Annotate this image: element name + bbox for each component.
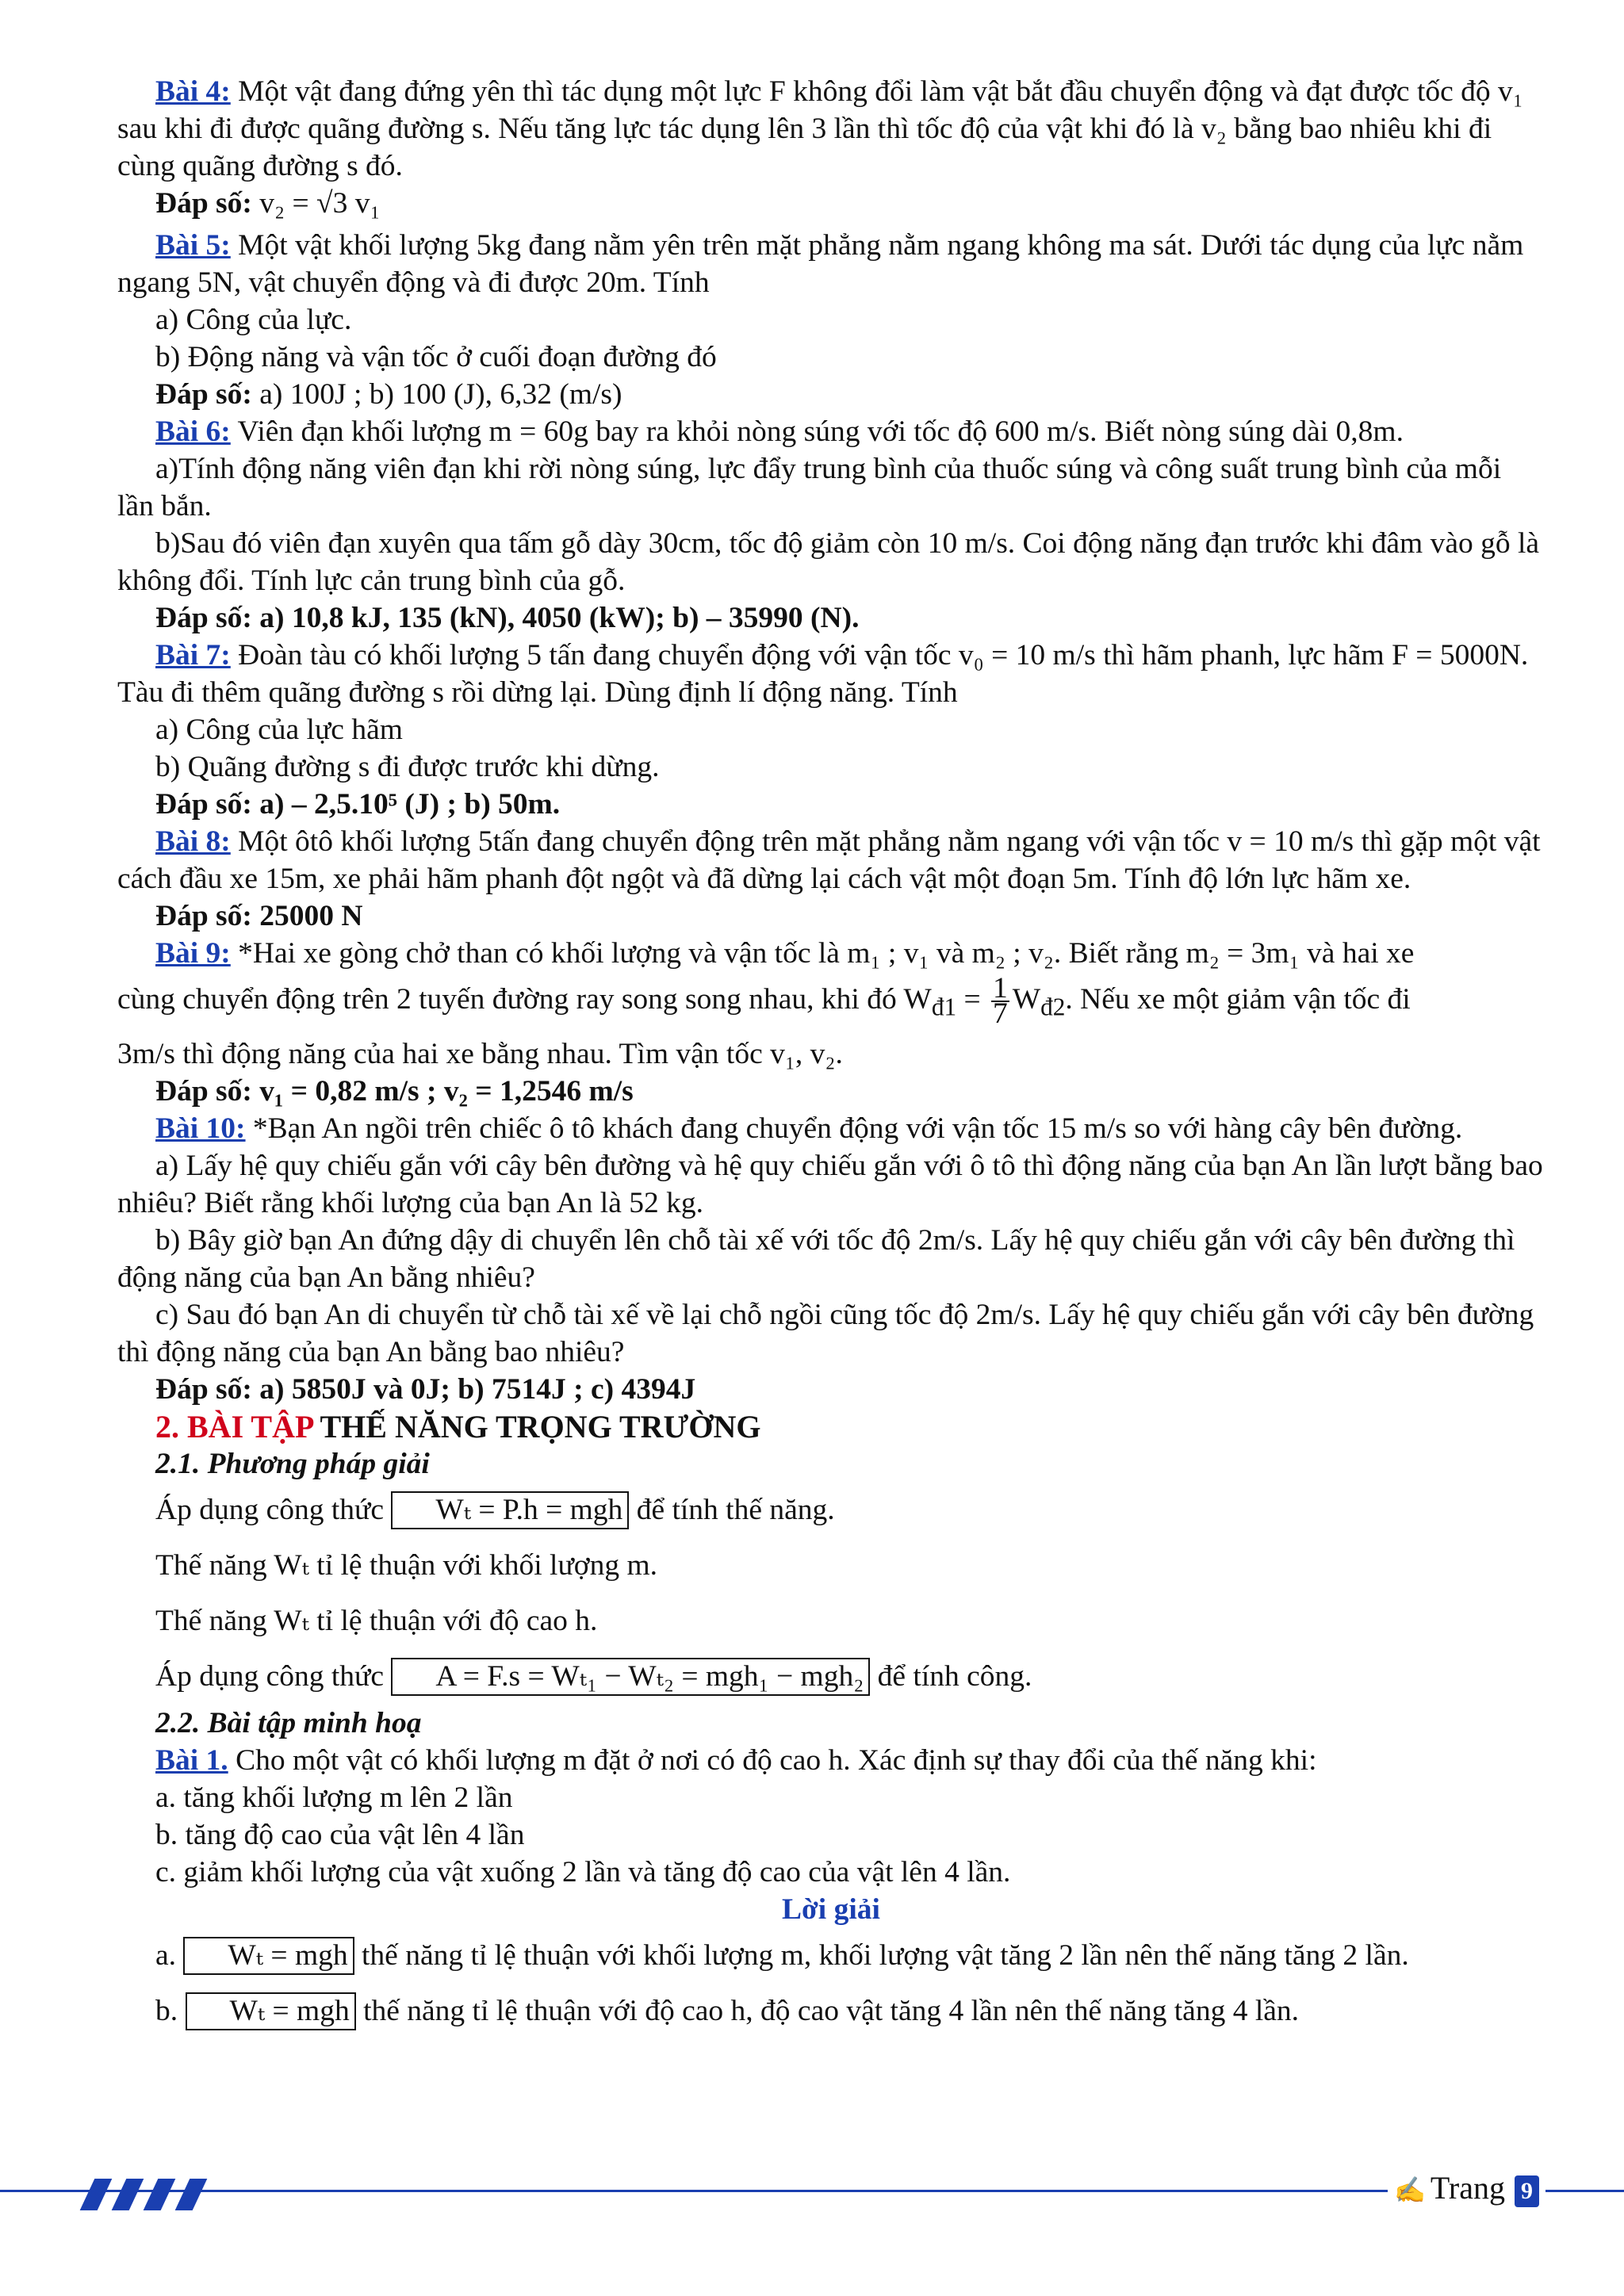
exercise-4 <box>117 73 1545 185</box>
answer-6: Đáp số: a) 10,8 kJ, 135 (kN), 4050 (kW); b) – 35990 (N). <box>155 602 860 634</box>
text: Áp dụng công thức <box>155 1493 392 1526</box>
answer-8: Đáp số: 25000 N <box>155 900 363 932</box>
pen-icon: ✍ <box>1394 2175 1426 2204</box>
part-b: b. tăng độ cao của vật lên 4 lần <box>155 1818 525 1851</box>
footer-stripe <box>144 2179 176 2210</box>
item-marker: a. <box>155 1938 184 1972</box>
note-line: Thế năng Wₜ tỉ lệ thuận với khối lượng m. <box>155 1548 658 1582</box>
exercise-text: 3m/s thì động năng của hai xe bằng nhau. Tìm vận tốc v₁, v₂. <box>117 1037 843 1070</box>
text: thế năng tỉ lệ thuận với độ cao h, độ cao vật tăng 4 lần nên thế năng tăng 4 lần. <box>355 1994 1300 2027</box>
subscript: đ2 <box>1040 993 1066 1021</box>
answer-label: Đáp số: <box>155 187 252 220</box>
answer-9 <box>117 1073 1545 1110</box>
footer-rule <box>0 2190 1624 2192</box>
exercise-text: Đoàn tàu có khối lượng 5 tấn đang chuyển động với vận tốc v₀ = 10 m/s thì hãm phanh, lực hãm F = 5000N. Tàu đi thêm quãng đường s rồi dừng lại. Dùng định lí động năng. Tính <box>117 639 1529 709</box>
text: Áp dụng công thức <box>155 1659 392 1693</box>
part-b: b) Bây giờ bạn An đứng dậy di chuyển lên chỗ tài xế với tốc độ 2m/s. Lấy hệ quy chiếu gắn với cây bên đường thì động năng của bạn An bằng nhiêu? <box>117 1223 1515 1294</box>
text: thế năng tỉ lệ thuận với khối lượng m, khối lượng vật tăng 2 lần nên thế năng tăng 2 lần. <box>354 1938 1409 1972</box>
text: . Nếu xe một giảm vận tốc đi <box>1065 983 1411 1016</box>
answer-label: Đáp số: <box>155 1074 252 1108</box>
exercise-5 <box>117 227 1545 301</box>
exercise-10 <box>117 1110 1545 1147</box>
fraction-numerator: 1 <box>992 972 1008 1005</box>
footer-stripe <box>112 2179 144 2210</box>
text: để tính công. <box>870 1659 1032 1693</box>
document-body <box>117 73 1545 2039</box>
subsection-heading: 2.2. Bài tập minh hoạ <box>155 1706 422 1739</box>
part-a: a. tăng khối lượng m lên 2 lần <box>155 1781 513 1814</box>
item-marker: b. <box>155 1994 186 2027</box>
exercise-text: Một vật đang đứng yên thì tác dụng một lực F không đổi làm vật bắt đầu chuyển động và đạt được tốc độ v₁ sau khi đi được quãng đường s. Nếu tăng lực tác dụng lên 3 lần thì tốc độ của vật khi đó là v₂ bằng bao nhiêu khi đi cùng quãng đường s đó. <box>117 75 1523 182</box>
boxed-formula: Wₜ = P.h = mgh <box>391 1491 629 1529</box>
part-b: b)Sau đó viên đạn xuyên qua tấm gỗ dày 30cm, tốc độ giảm còn 10 m/s. Coi động năng đạn trước khi đâm vào gỗ là không đổi. Tính lực cản trung bình của gỗ. <box>117 527 1540 597</box>
note-line: Thế năng Wₜ tỉ lệ thuận với độ cao h. <box>155 1604 598 1637</box>
part-c: c. giảm khối lượng của vật xuống 2 lần và tăng độ cao của vật lên 4 lần. <box>155 1855 1011 1888</box>
formula-line-1 <box>117 1483 1545 1538</box>
exercise-label: Bài 4: <box>155 75 231 108</box>
page-footer <box>0 2171 1624 2218</box>
exercise-text: Viên đạn khối lượng m = 60g bay ra khỏi nòng súng với tốc độ 600 m/s. Biết nòng súng dài 0,8m. <box>230 415 1404 448</box>
answer-5 <box>117 376 1545 413</box>
footer-stripe <box>175 2179 208 2210</box>
page-number: 9 <box>1515 2175 1539 2207</box>
example-1 <box>117 1742 1545 1779</box>
exercise-label: Bài 5: <box>155 229 231 262</box>
part-b: b) Quãng đường s đi được trước khi dừng. <box>155 751 660 783</box>
subscript: đ1 <box>931 993 957 1021</box>
solution-a <box>117 1928 1545 1984</box>
part-c: c) Sau đó bạn An di chuyển từ chỗ tài xế về lại chỗ ngồi cũng tốc độ 2m/s. Lấy hệ quy chiếu gắn với cây bên đường thì động năng của bạn An bằng bao nhiêu? <box>117 1298 1534 1368</box>
exercise-label: Bài 8: <box>155 825 231 858</box>
exercise-8 <box>117 823 1545 897</box>
answer-text: a) 100J ; b) 100 (J), 6,32 (m/s) <box>251 378 622 411</box>
part-a: a)Tính động năng viên đạn khi rời nòng súng, lực đẩy trung bình của thuốc súng và công suất trung bình của mỗi lần bắn. <box>117 453 1502 522</box>
part-a: a) Công của lực hãm <box>155 714 403 746</box>
page-label: Trang <box>1430 2170 1505 2206</box>
exercise-text: *Bạn An ngồi trên chiếc ô tô khách đang chuyển động với vận tốc 15 m/s so với hàng cây bên đường. <box>245 1112 1463 1145</box>
exercise-label: Bài 7: <box>155 639 231 672</box>
section-number: 2. BÀI TẬP <box>155 1408 313 1445</box>
part-a: a) Lấy hệ quy chiếu gắn với cây bên đường và hệ quy chiếu gắn với ô tô thì động năng của bạn An lần lượt bằng bao nhiêu? Biết rằng khối lượng của bạn An là 52 kg. <box>117 1149 1543 1219</box>
answer-text: v₁ = 0,82 m/s ; v₂ = 1,2546 m/s <box>251 1074 634 1108</box>
solution-heading: Lời giải <box>782 1892 880 1926</box>
symbol: W <box>1012 983 1041 1016</box>
exercise-text: Một ôtô khối lượng 5tấn đang chuyển động trên mặt phẳng nằm ngang với vận tốc v = 10 m/s thì gặp một vật cách đầu xe 15m, xe phải hãm phanh đột ngột và đã dừng lại cách vật một đoạn 5m. Tính độ lớn lực hãm xe. <box>117 825 1541 895</box>
answer-4 <box>117 185 1545 222</box>
exercise-7 <box>117 637 1545 711</box>
exercise-label: Bài 10: <box>155 1112 246 1145</box>
boxed-formula: A = F.s = Wₜ₁ − Wₜ₂ = mgh₁ − mgh₂ <box>391 1658 870 1696</box>
exercise-label: Bài 1. <box>155 1743 228 1777</box>
exercise-6 <box>117 413 1545 450</box>
exercise-9 <box>117 935 1545 972</box>
exercise-text: Cho một vật có khối lượng m đặt ở nơi có độ cao h. Xác định sự thay đổi của thế năng khi: <box>228 1743 1317 1777</box>
part-b: b) Động năng và vận tốc ở cuối đoạn đường đó <box>155 341 717 373</box>
section-heading <box>117 1408 1545 1445</box>
boxed-formula: Wₜ = mgh <box>186 1992 356 2030</box>
answer-label: Đáp số: <box>155 378 252 411</box>
part-a: a) Công của lực. <box>155 304 352 336</box>
formula-line-2 <box>117 1649 1545 1705</box>
equals: = <box>956 983 988 1016</box>
answer-text: v₂ = √3 v₁ <box>251 187 381 220</box>
exercise-label: Bài 6: <box>155 415 231 448</box>
fraction <box>991 972 1009 1031</box>
answer-7: Đáp số: a) – 2,5.10⁵ (J) ; b) 50m. <box>155 788 561 821</box>
solution-b <box>117 1984 1545 2039</box>
boxed-formula: Wₜ = mgh <box>183 1937 354 1975</box>
fraction-denominator: 7 <box>992 997 1008 1031</box>
footer-stripe <box>80 2179 113 2210</box>
subsection-heading: 2.1. Phương pháp giải <box>155 1447 430 1480</box>
exercise-text: Một vật khối lượng 5kg đang nằm yên trên mặt phẳng nằm ngang không ma sát. Dưới tác dụng của lực nằm ngang 5N, vật chuyển động và đi được 20m. Tính <box>117 229 1524 299</box>
exercise-text: *Hai xe gòng chở than có khối lượng và vận tốc là m₁ ; v₁ và m₂ ; v₂. Biết rằng m₂ = 3m₁ và hai xe <box>230 937 1415 970</box>
text: để tính thế năng. <box>629 1493 835 1526</box>
text: cùng chuyển động trên 2 tuyến đường ray song song nhau, khi đó W <box>117 983 932 1016</box>
section-title: THẾ NĂNG TRỌNG TRƯỜNG <box>312 1408 761 1445</box>
answer-10: Đáp số: a) 5850J và 0J; b) 7514J ; c) 4394J <box>155 1372 696 1406</box>
exercise-label: Bài 9: <box>155 937 231 970</box>
exercise-9-formula-line <box>117 972 1545 1035</box>
page-indicator <box>1388 2169 1545 2207</box>
